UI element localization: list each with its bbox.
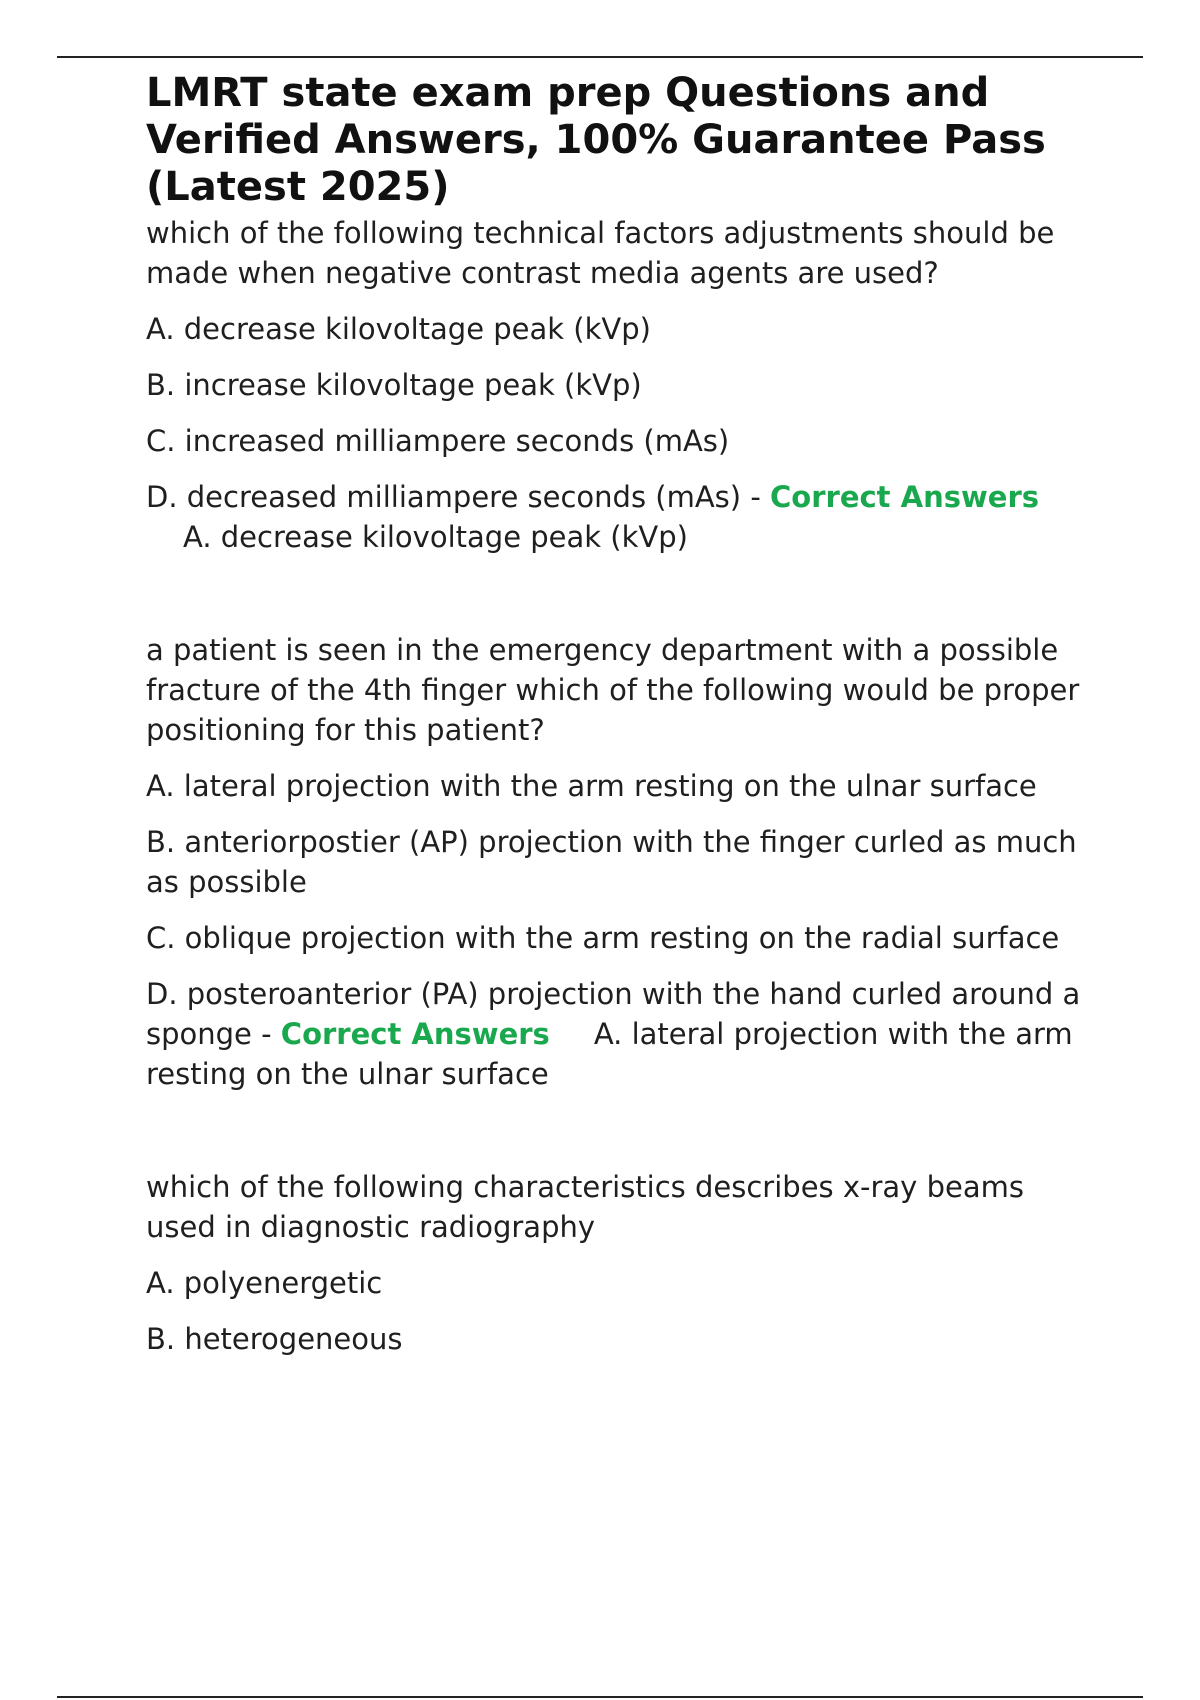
question-text: which of the following technical factors adjustments should be made when negative contrast media agents are used?	[146, 216, 1055, 290]
correct-answers-label: Correct Answers	[770, 480, 1040, 514]
option-a: A. polyenergetic	[146, 1266, 383, 1300]
correct-answers-label: Correct Answers	[280, 1017, 550, 1051]
option-b: B. increase kilovoltage peak (kVp)	[146, 368, 642, 402]
option-d: D. posteroanterior (PA) projection with the hand curled around a sponge -	[146, 977, 1081, 1051]
top-rule	[57, 56, 1143, 58]
document-title: LMRT state exam prep Questions and Verified Answers, 100% Guarantee Pass (Latest 2025)	[146, 70, 1046, 210]
option-a: A. decrease kilovoltage peak (kVp)	[146, 312, 651, 346]
option-d: D. decreased milliampere seconds (mAs) -	[146, 480, 761, 514]
option-c: C. increased milliampere seconds (mAs)	[146, 424, 730, 458]
option-b: B. heterogeneous	[146, 1322, 403, 1356]
option-b: B. anteriorpostier (AP) projection with the finger curled as much as possible	[146, 825, 1077, 899]
option-a: A. lateral projection with the arm resting on the ulnar surface	[146, 769, 1037, 803]
question-block-2	[146, 630, 1086, 1094]
answer-text: A. decrease kilovoltage peak (kVp)	[183, 520, 688, 554]
question-text: a patient is seen in the emergency department with a possible fracture of the 4th finger which of the following would be proper positioning for this patient?	[146, 633, 1080, 747]
option-d-with-answer	[146, 477, 1086, 517]
question-block-3	[146, 1167, 1086, 1359]
question-text: which of the following characteristics describes x-ray beams used in diagnostic radiography	[146, 1170, 1024, 1244]
option-d-with-answer	[146, 974, 1086, 1094]
document-body	[146, 70, 1086, 1359]
answer-text: A. lateral projection with the arm resting on the ulnar surface	[146, 1017, 1073, 1091]
question-block-1	[146, 213, 1086, 557]
option-c: C. oblique projection with the arm resting on the radial surface	[146, 921, 1060, 955]
bottom-rule	[57, 1696, 1143, 1698]
